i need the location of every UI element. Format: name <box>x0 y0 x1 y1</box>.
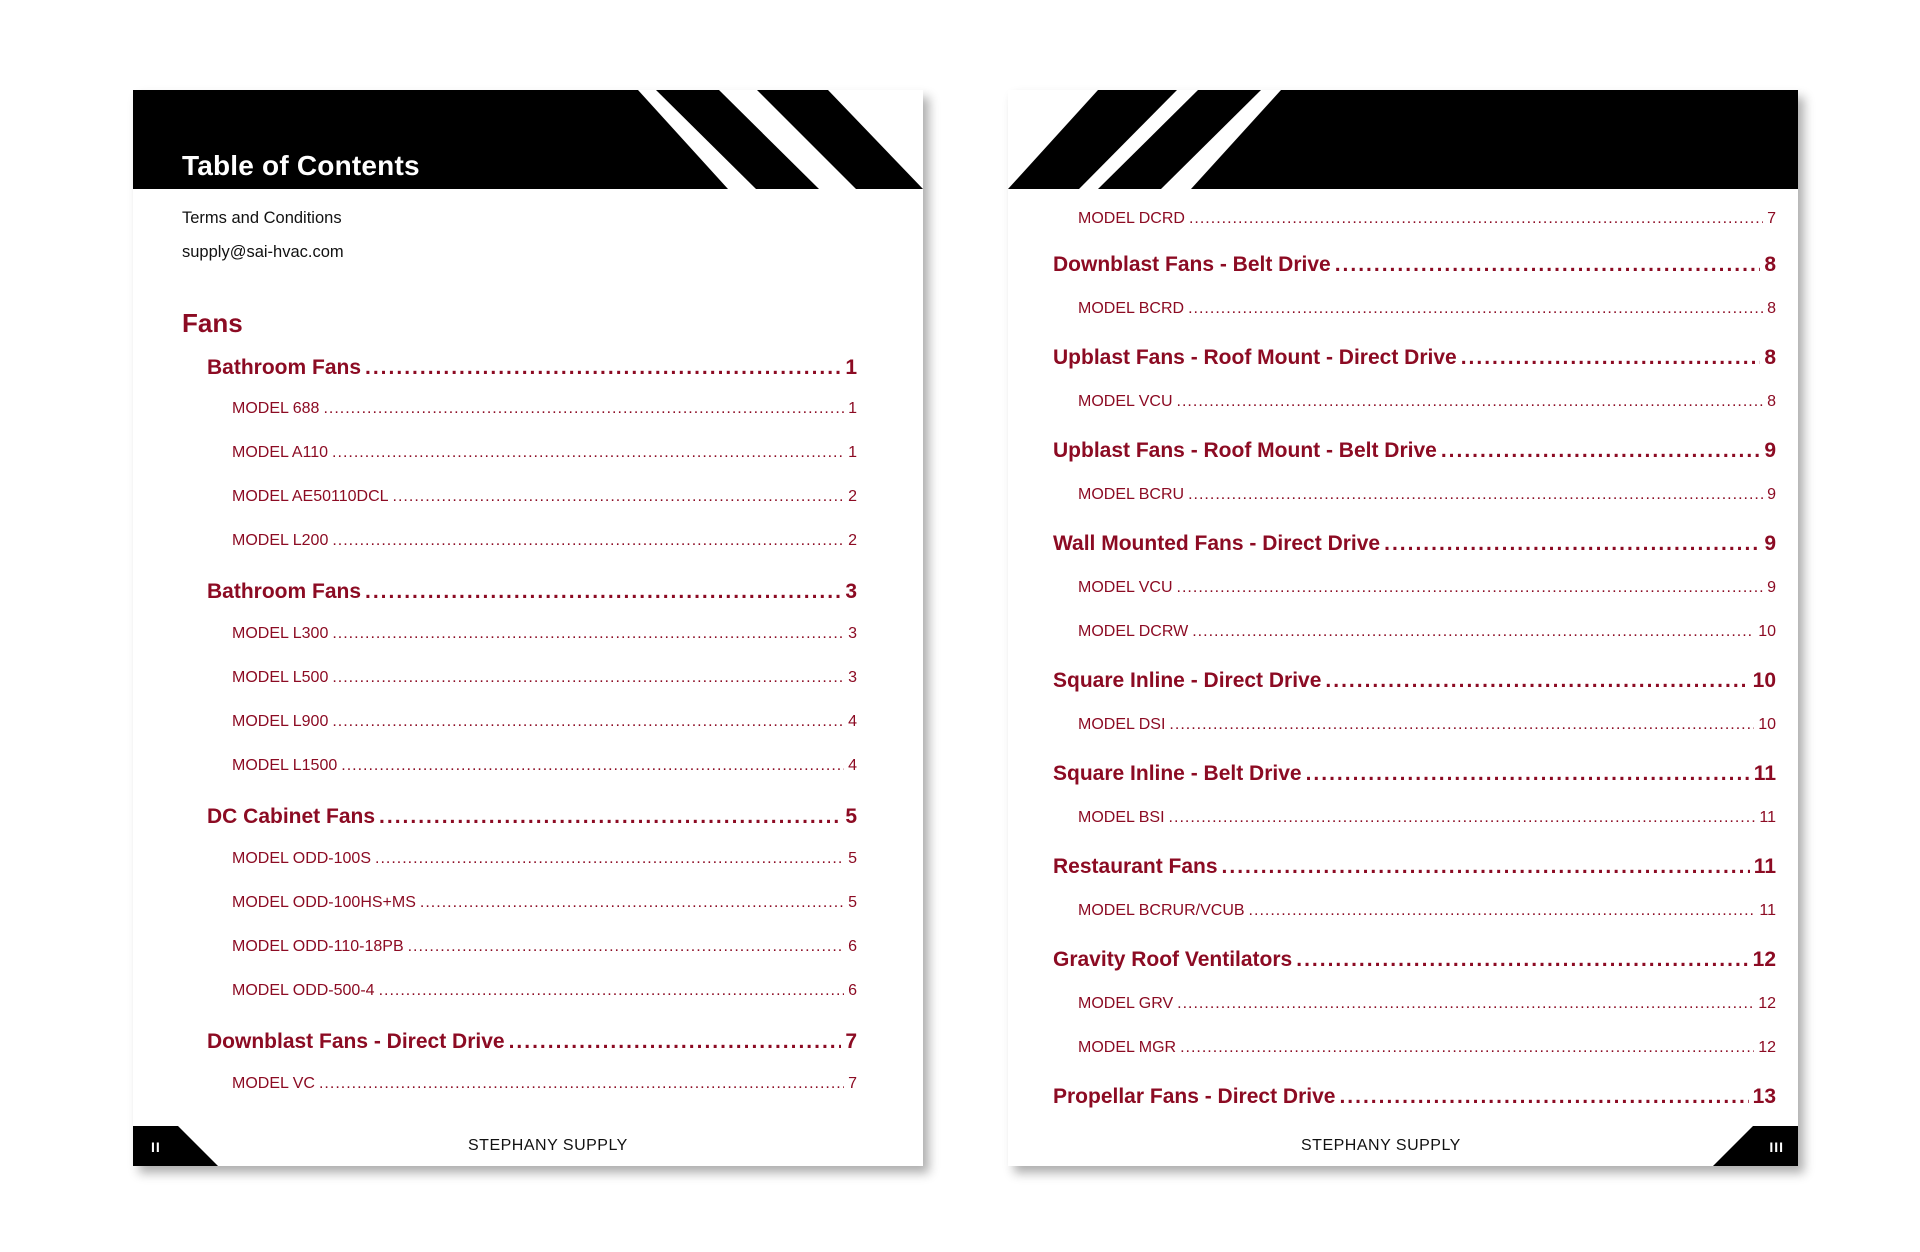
entry-page-number: 9 <box>1767 486 1776 503</box>
page-number-tab <box>1713 1126 1798 1166</box>
page-number: III <box>1769 1139 1784 1155</box>
dot-leader <box>1169 716 1754 734</box>
entry-page-number: 1 <box>848 444 857 461</box>
toc-model-entry[interactable] <box>232 532 857 550</box>
toc-model-entry[interactable] <box>232 850 857 868</box>
dot-leader <box>1339 1085 1748 1109</box>
dot-leader <box>1296 948 1748 972</box>
toc-category-entry[interactable] <box>207 805 857 829</box>
toc-category-entry[interactable] <box>1053 439 1776 463</box>
entry-label: DC Cabinet Fans <box>207 805 376 828</box>
dot-leader <box>408 938 844 956</box>
dot-leader <box>1441 439 1760 463</box>
toc-model-entry[interactable] <box>1078 623 1776 641</box>
email-link[interactable]: supply@sai-hvac.com <box>182 243 344 261</box>
entry-label: Upblast Fans - Roof Mount - Direct Drive <box>1053 346 1457 369</box>
entry-label: Bathroom Fans <box>207 580 362 603</box>
toc-model-entry[interactable] <box>1078 1039 1776 1057</box>
entry-label: MODEL VC <box>232 1075 315 1092</box>
dot-leader <box>1169 809 1756 827</box>
dot-leader <box>420 894 844 912</box>
entry-label: Gravity Roof Ventilators <box>1053 948 1293 971</box>
entry-page-number: 10 <box>1758 623 1776 640</box>
entry-page-number: 1 <box>848 400 857 417</box>
dot-leader <box>332 713 844 731</box>
dot-leader <box>332 444 844 462</box>
dot-leader <box>332 532 844 550</box>
entry-label: Propellar Fans - Direct Drive <box>1053 1085 1336 1108</box>
toc-model-entry[interactable] <box>1078 210 1776 228</box>
entry-page-number: 10 <box>1758 716 1776 733</box>
page-title: Table of Contents <box>182 150 420 181</box>
entry-page-number: 4 <box>848 757 857 774</box>
entry-page-number: 11 <box>1753 855 1776 878</box>
entry-page-number: 3 <box>845 580 857 603</box>
entry-label: MODEL BCRU <box>1078 486 1185 503</box>
entry-label: MODEL L500 <box>232 669 329 686</box>
entry-page-number: 5 <box>845 805 857 828</box>
toc-model-entry[interactable] <box>1078 486 1776 504</box>
entry-label: MODEL VCU <box>1078 393 1173 410</box>
toc-page-left <box>133 90 923 1166</box>
entry-label: MODEL ODD-110-18PB <box>232 938 404 955</box>
entry-label: MODEL DCRW <box>1078 623 1189 640</box>
entry-page-number: 8 <box>1764 253 1776 276</box>
toc-model-entry[interactable] <box>232 669 857 687</box>
entry-label: MODEL 688 <box>232 400 320 417</box>
dot-leader <box>1335 253 1761 277</box>
dot-leader <box>319 1075 844 1093</box>
dot-leader <box>1192 623 1754 641</box>
entry-page-number: 11 <box>1753 762 1776 785</box>
entry-label: MODEL L200 <box>232 532 329 549</box>
toc-model-entry[interactable] <box>232 713 857 731</box>
entry-page-number: 2 <box>848 488 857 505</box>
entry-label: MODEL VCU <box>1078 579 1173 596</box>
toc-model-entry[interactable] <box>232 938 857 956</box>
toc-category-entry[interactable] <box>1053 948 1776 972</box>
toc-page-right <box>1008 90 1798 1166</box>
toc-model-entry[interactable] <box>232 757 857 775</box>
dot-leader <box>1384 532 1760 556</box>
toc-category-entry[interactable] <box>1053 253 1776 277</box>
entry-label: MODEL BCRUR/VCUB <box>1078 902 1245 919</box>
entry-page-number: 12 <box>1752 948 1776 971</box>
entry-label: MODEL BSI <box>1078 809 1165 826</box>
toc-model-entry[interactable] <box>1078 300 1776 318</box>
toc-category-entry[interactable] <box>1053 1085 1776 1109</box>
entry-label: MODEL A110 <box>232 444 329 461</box>
toc-model-entry[interactable] <box>232 488 857 506</box>
entry-label: MODEL DCRD <box>1078 210 1185 227</box>
toc-category-entry[interactable] <box>1053 346 1776 370</box>
dot-leader <box>1189 210 1763 228</box>
dot-leader <box>1461 346 1761 370</box>
entry-page-number: 2 <box>848 532 857 549</box>
entry-label: Bathroom Fans <box>207 356 362 379</box>
toc-model-entry[interactable] <box>232 400 857 418</box>
toc-category-entry[interactable] <box>1053 669 1776 693</box>
entry-page-number: 8 <box>1764 346 1776 369</box>
entry-page-number: 9 <box>1767 579 1776 596</box>
dot-leader <box>365 356 841 380</box>
dot-leader <box>509 1030 842 1054</box>
footer-brand: STEPHANY SUPPLY <box>1301 1137 1461 1154</box>
page-number: II <box>151 1139 161 1155</box>
toc-category-entry[interactable] <box>207 580 857 604</box>
footer-brand: STEPHANY SUPPLY <box>468 1137 628 1154</box>
entry-label: Upblast Fans - Roof Mount - Belt Drive <box>1053 439 1437 462</box>
entry-label: MODEL MGR <box>1078 1039 1177 1056</box>
dot-leader <box>393 488 845 506</box>
entry-page-number: 7 <box>1767 210 1776 227</box>
dot-leader <box>323 400 844 418</box>
entry-page-number: 6 <box>848 938 857 955</box>
entry-page-number: 6 <box>848 982 857 999</box>
header-band <box>1008 90 1798 189</box>
dot-leader <box>1188 486 1763 504</box>
section-heading: Fans <box>182 308 243 338</box>
entry-page-number: 11 <box>1759 902 1776 919</box>
entry-label: MODEL ODD-100HS+MS <box>232 894 416 911</box>
toc-model-entry[interactable] <box>232 894 857 912</box>
entry-page-number: 5 <box>848 850 857 867</box>
toc-model-entry[interactable] <box>1078 579 1776 597</box>
entry-page-number: 12 <box>1758 995 1776 1012</box>
entry-label: MODEL ODD-100S <box>232 850 371 867</box>
dot-leader <box>379 805 841 829</box>
toc-model-entry[interactable] <box>1078 902 1776 920</box>
toc-model-entry[interactable] <box>232 625 857 643</box>
dot-leader <box>1177 995 1754 1013</box>
toc-model-entry[interactable] <box>1078 716 1776 734</box>
terms-link[interactable]: Terms and Conditions <box>182 209 342 227</box>
toc-category-entry[interactable] <box>207 1030 857 1054</box>
dot-leader <box>1249 902 1756 920</box>
entry-page-number: 10 <box>1752 669 1776 692</box>
entry-label: MODEL L1500 <box>232 757 338 774</box>
page-number-tab <box>133 1126 218 1166</box>
entry-label: Square Inline - Direct Drive <box>1053 669 1322 692</box>
entry-label: MODEL L300 <box>232 625 329 642</box>
entry-page-number: 4 <box>848 713 857 730</box>
dot-leader <box>332 669 844 687</box>
entry-label: MODEL GRV <box>1078 995 1174 1012</box>
entry-label: MODEL L900 <box>232 713 329 730</box>
entry-page-number: 8 <box>1767 393 1776 410</box>
dot-leader <box>1188 300 1763 318</box>
dot-leader <box>1177 579 1764 597</box>
toc-category-entry[interactable] <box>1053 855 1776 879</box>
dot-leader <box>1180 1039 1754 1057</box>
dot-leader <box>1222 855 1750 879</box>
entry-page-number: 13 <box>1752 1085 1776 1108</box>
toc-category-entry[interactable] <box>207 356 857 380</box>
entry-label: MODEL DSI <box>1078 716 1166 733</box>
toc-model-entry[interactable] <box>232 444 857 462</box>
toc-model-entry[interactable] <box>232 1075 857 1093</box>
dot-leader <box>1325 669 1748 693</box>
entry-page-number: 9 <box>1764 439 1776 462</box>
entry-label: MODEL AE50110DCL <box>232 488 389 505</box>
entry-page-number: 7 <box>845 1030 857 1053</box>
entry-page-number: 11 <box>1759 809 1776 826</box>
entry-label: MODEL BCRD <box>1078 300 1185 317</box>
dot-leader <box>341 757 844 775</box>
entry-page-number: 8 <box>1767 300 1776 317</box>
toc-category-entry[interactable] <box>1053 532 1776 556</box>
toc-model-entry[interactable] <box>1078 393 1776 411</box>
entry-label: MODEL ODD-500-4 <box>232 982 375 999</box>
dot-leader <box>332 625 844 643</box>
entry-label: Downblast Fans - Belt Drive <box>1053 253 1331 276</box>
entry-page-number: 3 <box>848 669 857 686</box>
dot-leader <box>375 850 844 868</box>
dot-leader <box>365 580 841 604</box>
toc-model-entry[interactable] <box>1078 995 1776 1013</box>
entry-label: Wall Mounted Fans - Direct Drive <box>1053 532 1381 555</box>
dot-leader <box>1177 393 1764 411</box>
dot-leader <box>379 982 845 1000</box>
dot-leader <box>1306 762 1750 786</box>
toc-model-entry[interactable] <box>232 982 857 1000</box>
entry-label: Square Inline - Belt Drive <box>1053 762 1302 785</box>
entry-page-number: 5 <box>848 894 857 911</box>
entry-page-number: 9 <box>1764 532 1776 555</box>
entry-label: Restaurant Fans <box>1053 855 1218 878</box>
toc-category-entry[interactable] <box>1053 762 1776 786</box>
entry-page-number: 12 <box>1758 1039 1776 1056</box>
entry-page-number: 1 <box>845 356 857 379</box>
entry-page-number: 3 <box>848 625 857 642</box>
entry-label: Downblast Fans - Direct Drive <box>207 1030 505 1053</box>
entry-page-number: 7 <box>848 1075 857 1092</box>
toc-model-entry[interactable] <box>1078 809 1776 827</box>
